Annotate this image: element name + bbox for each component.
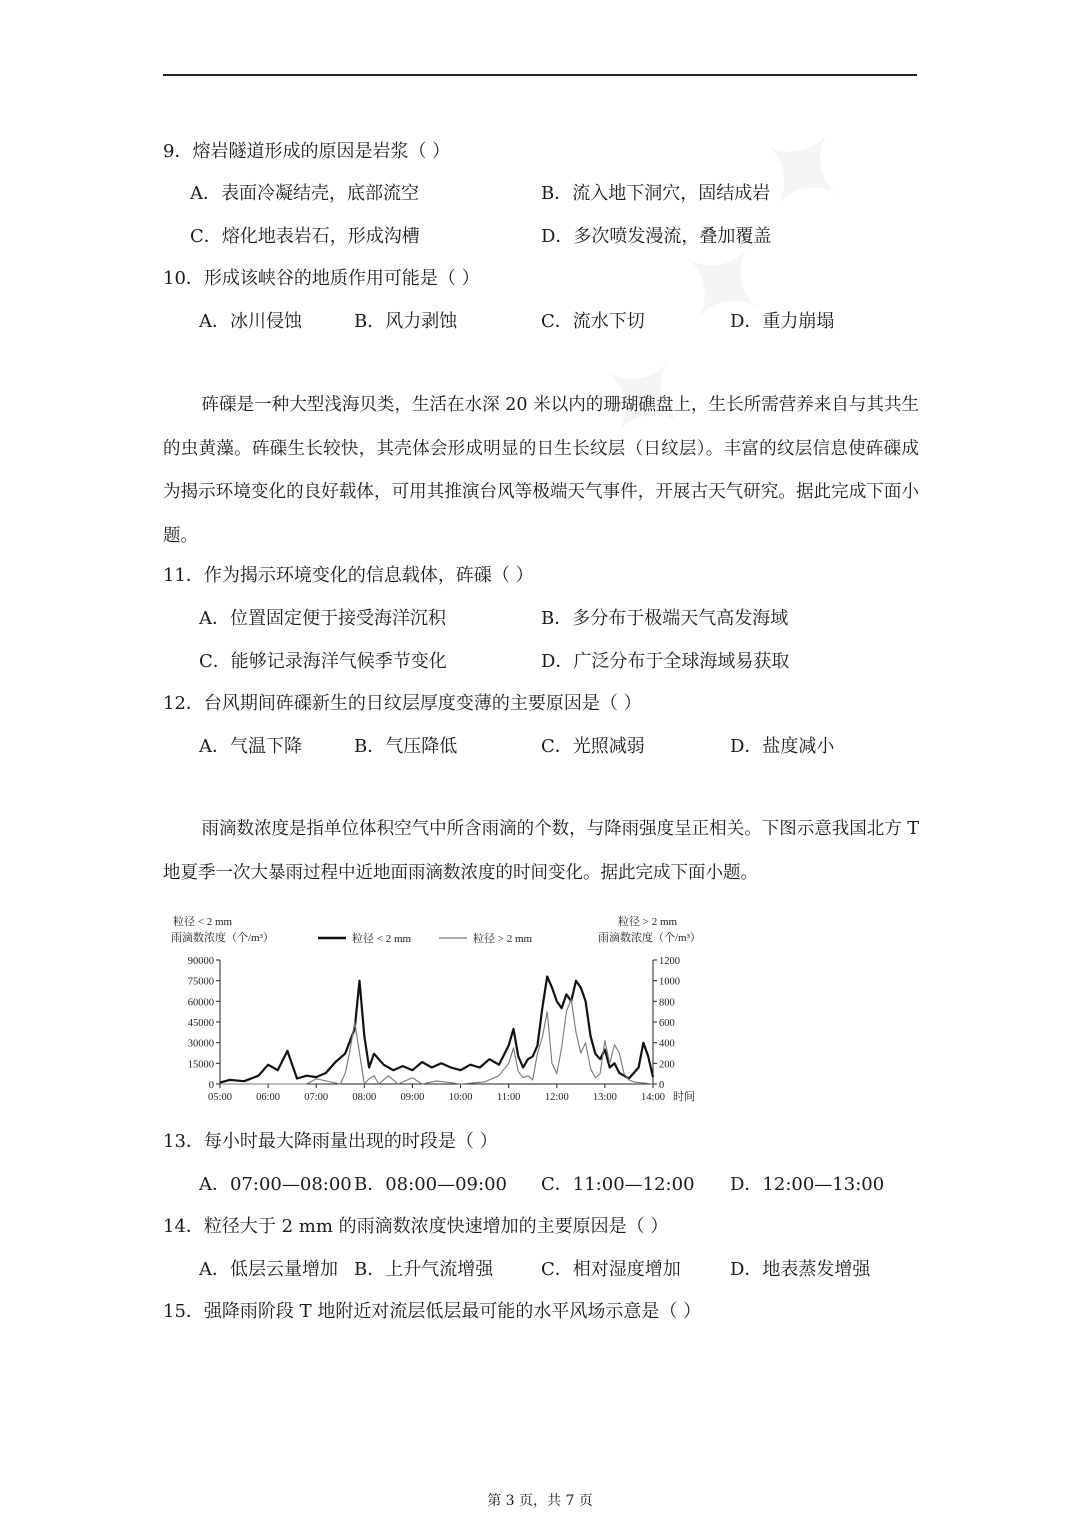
question-14-option-a[interactable]: A．低层云量增加	[199, 1259, 338, 1280]
question-13-option-a[interactable]: A．07:00—08:00	[199, 1174, 352, 1195]
question-9-stem: 9．熔岩隧道形成的原因是岩浆（ ）	[163, 141, 451, 162]
x-tick-label: 07:00	[304, 1092, 329, 1103]
left-y-tick-label: 90000	[187, 956, 214, 967]
right-y-tick-label: 1200	[659, 956, 680, 967]
left-y-tick-label: 45000	[187, 1018, 214, 1029]
right-axis-title-line1: 粒径 > 2 mm	[618, 916, 678, 928]
question-10-option-b[interactable]: B．风力剥蚀	[354, 311, 458, 332]
right-y-tick-label: 600	[659, 1018, 675, 1029]
passage-giant-clam: 砗磲是一种大型浅海贝类，生活在水深 20 米以内的珊瑚礁盘上，生长所需营养来自与其共生的虫黄藻。砗磲生长较快，其壳体会形成明显的日生长纹层（日纹层）。丰富的纹层信息使砗磲成为揭示环境变化的良好载体，可用其推演台风等极端天气事件，开展古天气研究。据此完成下面小题。	[163, 395, 919, 546]
x-tick-label: 13:00	[592, 1092, 617, 1103]
x-tick-label: 12:00	[544, 1092, 569, 1103]
question-9-option-d[interactable]: D．多次喷发漫流，叠加覆盖	[541, 226, 772, 247]
left-y-tick-label: 30000	[187, 1038, 214, 1050]
question-10-option-c[interactable]: C．流水下切	[541, 311, 645, 332]
question-10-stem: 10．形成该峡谷的地质作用可能是（ ）	[163, 268, 480, 289]
question-12-option-c[interactable]: C．光照减弱	[541, 736, 645, 757]
question-11-option-a[interactable]: A．位置固定便于接受海洋沉积	[199, 608, 446, 629]
question-14-stem: 14．粒径大于 2 mm 的雨滴数浓度快速增加的主要原因是（ ）	[163, 1216, 669, 1237]
question-11-option-c[interactable]: C．能够记录海洋气候季节变化	[199, 651, 447, 672]
x-tick-label: 06:00	[256, 1092, 281, 1103]
question-12-option-d[interactable]: D．盐度减小	[730, 736, 835, 757]
x-tick-label: 10:00	[448, 1092, 473, 1103]
x-tick-label: 11:00	[496, 1092, 521, 1103]
left-y-tick-label: 15000	[187, 1059, 214, 1071]
question-12-option-b[interactable]: B．气压降低	[354, 736, 458, 757]
right-y-tick-label: 1000	[659, 976, 680, 988]
question-13-option-d[interactable]: D．12:00—13:00	[730, 1174, 885, 1195]
left-y-tick-label: 60000	[187, 997, 214, 1009]
x-axis-unit-label: 时间	[673, 1091, 695, 1103]
question-11-option-d[interactable]: D．广泛分布于全球海域易获取	[541, 651, 790, 672]
question-11-option-b[interactable]: B．多分布于极端天气高发海域	[541, 608, 789, 629]
right-y-tick-label: 0	[659, 1080, 665, 1091]
right-axis-title-line2: 雨滴数浓度（个/m³）	[598, 932, 701, 944]
raindrop-concentration-chart	[163, 906, 723, 1111]
question-13-stem: 13．每小时最大降雨量出现的时段是（ ）	[163, 1131, 498, 1152]
page-footer: 第 3 页，共 7 页	[487, 1493, 593, 1509]
left-axis-title-line2: 雨滴数浓度（个/m³）	[171, 932, 274, 944]
question-13-option-b[interactable]: B．08:00—09:00	[354, 1174, 507, 1195]
series-line-small-drops	[220, 977, 653, 1083]
left-axis-title-line1: 粒径 < 2 mm	[173, 916, 233, 928]
right-y-tick-label: 800	[659, 997, 675, 1009]
right-y-tick-label: 400	[659, 1038, 675, 1050]
left-y-tick-label: 75000	[187, 976, 214, 988]
x-tick-label: 09:00	[400, 1092, 425, 1103]
question-9-option-a[interactable]: A．表面冷凝结壳，底部流空	[190, 183, 419, 204]
passage-raindrop: 雨滴数浓度是指单位体积空气中所含雨滴的个数，与降雨强度呈正相关。下图示意我国北方 T 地夏季一次大暴雨过程中近地面雨滴数浓度的时间变化。据此完成下面小题。	[163, 819, 919, 883]
question-14-option-b[interactable]: B．上升气流增强	[354, 1259, 494, 1280]
legend-label-small: 粒径 < 2 mm	[352, 933, 412, 945]
question-12-stem: 12．台风期间砗磲新生的日纹层厚度变薄的主要原因是（ ）	[163, 693, 642, 714]
question-9-option-c[interactable]: C．熔化地表岩石，形成沟槽	[190, 226, 420, 247]
header-rule	[163, 74, 917, 76]
question-12-option-a[interactable]: A．气温下降	[199, 736, 302, 757]
question-11-stem: 11．作为揭示环境变化的信息载体，砗磲（ ）	[163, 565, 534, 586]
x-tick-label: 14:00	[641, 1092, 665, 1103]
question-9-option-b[interactable]: B．流入地下洞穴，固结成岩	[541, 183, 771, 204]
right-y-tick-label: 200	[659, 1059, 675, 1071]
x-tick-label: 05:00	[208, 1092, 232, 1103]
question-10-option-a[interactable]: A．冰川侵蚀	[199, 311, 302, 332]
question-10-option-d[interactable]: D．重力崩塌	[730, 311, 835, 332]
legend-label-large: 粒径 > 2 mm	[473, 933, 533, 945]
left-y-tick-label: 0	[208, 1080, 214, 1091]
x-tick-label: 08:00	[352, 1092, 377, 1103]
question-14-option-c[interactable]: C．相对湿度增加	[541, 1259, 681, 1280]
question-14-option-d[interactable]: D．地表蒸发增强	[730, 1259, 871, 1280]
question-15-stem: 15．强降雨阶段 T 地附近对流层低层最可能的水平风场示意是（ ）	[163, 1301, 702, 1322]
question-13-option-c[interactable]: C．11:00—12:00	[541, 1174, 695, 1195]
